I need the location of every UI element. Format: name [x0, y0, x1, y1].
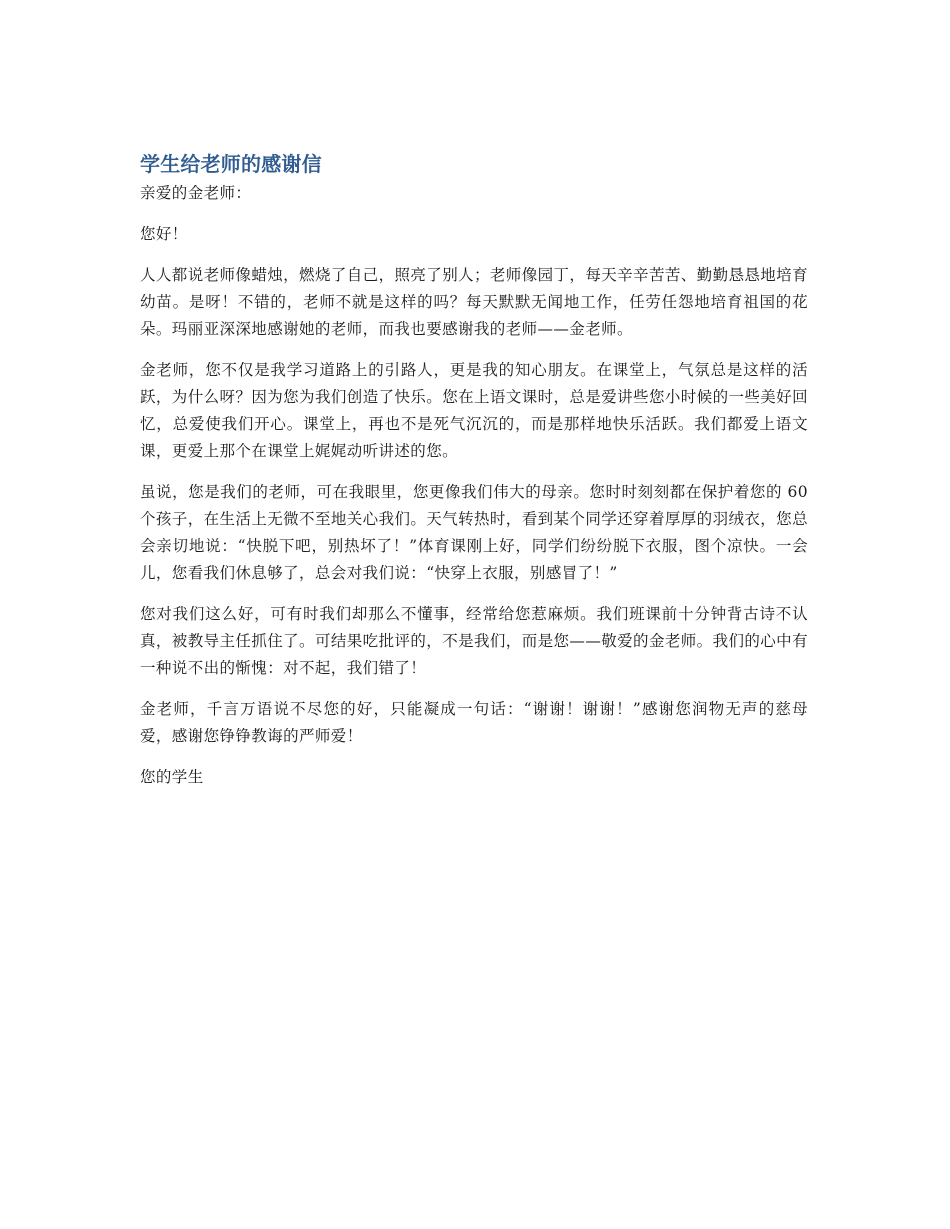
signature: 您的学生 [140, 768, 204, 786]
letter-title: 学生给老师的感谢信 [140, 152, 322, 176]
salutation: 亲爱的金老师： [140, 184, 252, 202]
paragraph-5: 金老师，千言万语说不尽您的好，只能凝成一句话：“谢谢！谢谢！”感谢您润物无声的慈母爱，感谢您铮铮教诲的严师爱！ [140, 700, 808, 745]
letter-page [140, 148, 808, 805]
paragraph-4: 您对我们这么好，可有时我们却那么不懂事，经常给您惹麻烦。我们班课前十分钟背古诗不认真，被教导主任抓住了。可结果吃批评的，不是我们，而是您——敬爱的金老师。我们的心中有一种说不出的惭愧：对不起，我们错了！ [140, 605, 808, 677]
paragraph-2: 金老师，您不仅是我学习道路上的引路人，更是我的知心朋友。在课堂上，气氛总是这样的活跃，为什么呀？因为您为我们创造了快乐。您在上语文课时，总是爱讲些您小时候的一些美好回忆，总爱使我们开心。课堂上，再也不是死气沉沉的，而是那样地快乐活跃。我们都爱上语文课，更爱上那个在课堂上娓娓动听讲述的您。 [140, 361, 808, 460]
paragraph-1: 人人都说老师像蜡烛，燃烧了自己，照亮了别人；老师像园丁，每天辛辛苦苦、勤勤恳恳地培育幼苗。是呀！不错的，老师不就是这样的吗？每天默默无闻地工作，任劳任怨地培育祖国的花朵。玛丽亚深深地感谢她的老师，而我也要感谢我的老师——金老师。 [140, 266, 808, 338]
paragraph-3: 虽说，您是我们的老师，可在我眼里，您更像我们伟大的母亲。您时时刻刻都在保护着您的 60 个孩子，在生活上无微不至地关心我们。天气转热时，看到某个同学还穿着厚厚的羽绒衣，您总会亲切地说：“快脱下吧，别热坏了！”体育课刚上好，同学们纷纷脱下衣服，图个凉快。一会儿，您看我们休息够了，总会对我们说：“快穿上衣服，别感冒了！” [140, 483, 808, 582]
greeting: 您好！ [140, 225, 188, 243]
